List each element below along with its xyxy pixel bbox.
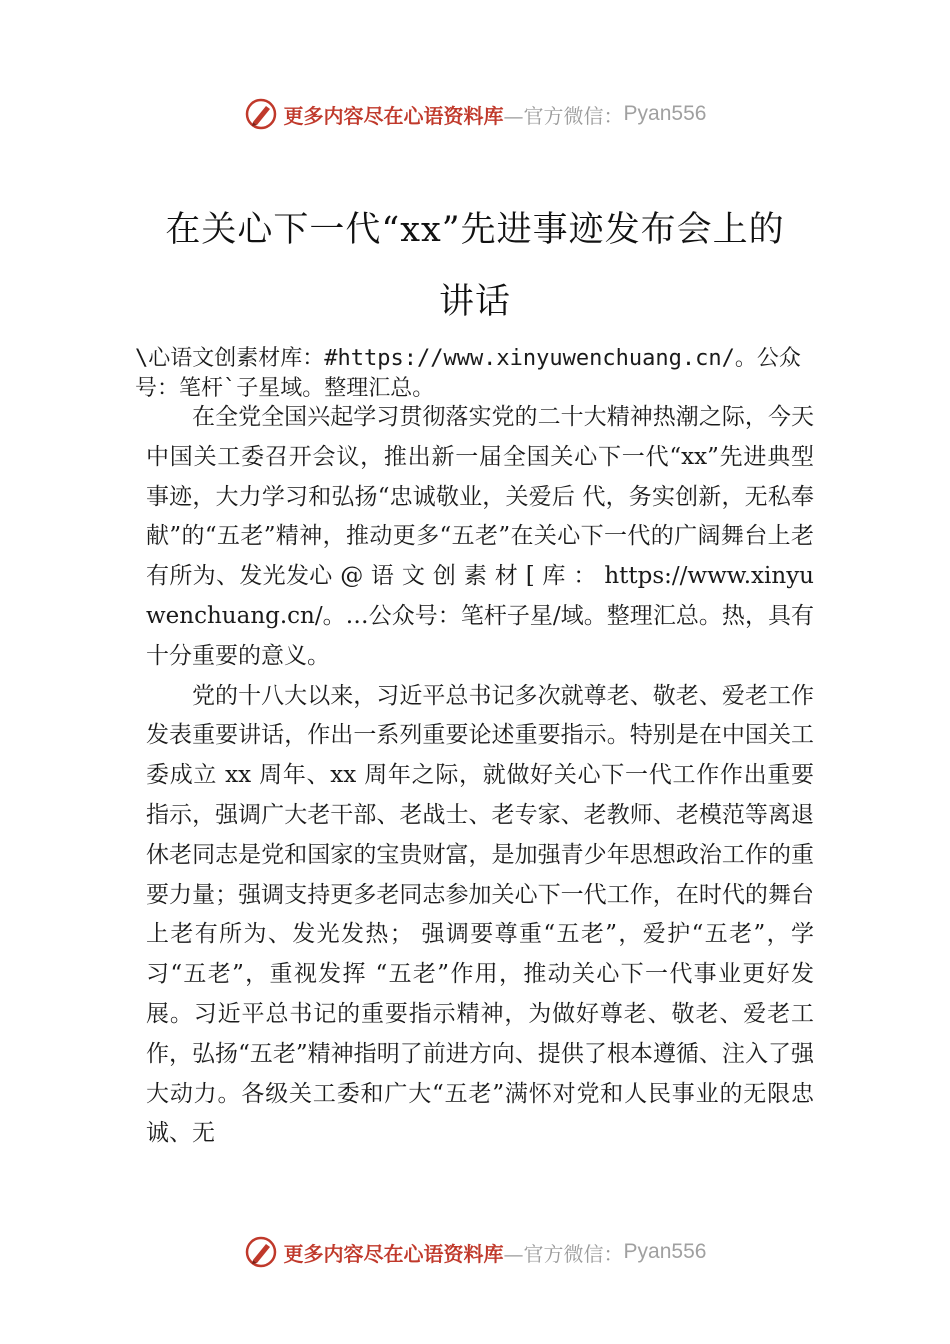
banner-wechat-account: Pyan556 bbox=[623, 1240, 707, 1263]
title-line-2: 讲话 bbox=[438, 282, 511, 322]
footer-banner bbox=[0, 1232, 950, 1272]
paragraph-2: 党的十八大以来，习近平总书记多次就尊老、敬老、爱老工作发表重要讲话，作出一系列重要论述重要指示。特别是在中国关工委成立 xx 周年、xx 周年之际，就做好关心下一代工作作出重要指示，强调广大老干部、老战士、老专家、老教师、老模范等离退休老同志是党和国家的宝贵财富，是加强青少年思想政治工作的重要力量；强调支持更多老同志参加关心下一代工作，在时代的舞台上老有所为、发光发热； 强调要尊重“五老”，爱护“五老”，学习“五老”，重视发挥 “五老”作用，推动关心下一代事业更好发展。习近平总书记的重要指示精神，为做好尊老、敬老、爱老工作，弘扬“五老”精神指明了前进方向、提供了根本遵循、注入了强大动力。各级关工委和广大“五老”满怀对党和人民事业的无限忠诚、无 bbox=[146, 682, 814, 1147]
banner-wechat-label: —官方微信： bbox=[503, 1241, 624, 1266]
banner-brand-text: 更多内容尽在心语资料库 bbox=[283, 1241, 504, 1266]
paragraph-1: 在全党全国兴起学习贯彻落实党的二十大精神热潮之际，今天中国关工委召开会议，推出新一届全国关心下一代“xx”先进典型事迹，大力学习和弘扬“忠诚敬业，关爱后 代，务实创新，无私奉献”的“五老”精神，推动更多“五老”在关心下一代的广阔舞台上老有所为、发光发心 @ 语 文 创 素 材 [ 库 ： https://www.xinyuwenchuang.cn/。…公众号：笔杆子星/域。整理汇总。热，具有十分重要的意义。 bbox=[146, 404, 814, 669]
source-note: \心语文创素材库：#https://www.xinyuwenchuang.cn/。公众号：笔杆`子星域。整理汇总。 bbox=[135, 346, 801, 401]
pen-logo-icon bbox=[244, 1235, 278, 1269]
document-body bbox=[146, 398, 814, 1154]
title-line-1: 在关心下一代“xx”先进事迹发布会上的 bbox=[165, 210, 785, 250]
header-banner bbox=[0, 94, 950, 134]
document-title bbox=[120, 194, 830, 338]
banner-wechat-label: —官方微信： bbox=[503, 103, 624, 128]
pen-logo-icon bbox=[244, 97, 278, 131]
banner-wechat-account: Pyan556 bbox=[623, 102, 707, 125]
banner-brand-text: 更多内容尽在心语资料库 bbox=[283, 103, 504, 128]
